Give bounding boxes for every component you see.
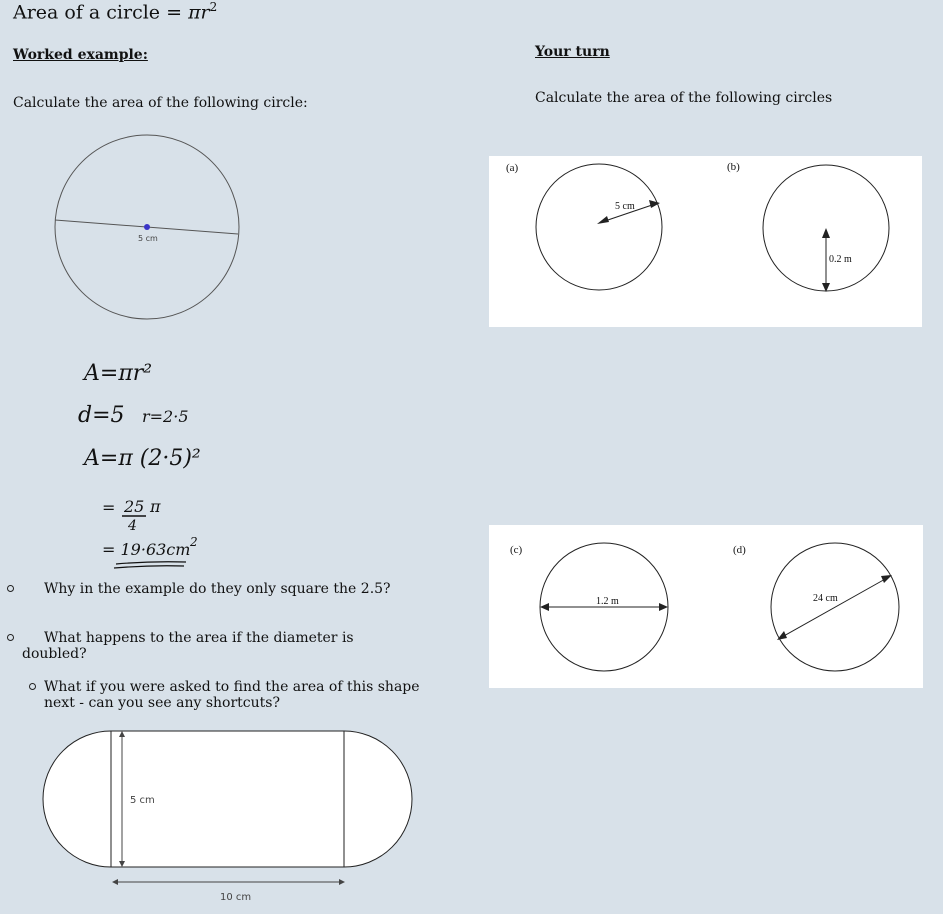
worked-example-instruction: Calculate the area of the following circle: <box>13 95 308 111</box>
diameter-d <box>782 578 887 637</box>
center-dot <box>144 224 150 230</box>
title-text: Area of a circle = <box>13 1 189 24</box>
item-c-letter: (c) <box>510 544 523 556</box>
width-arrow-right <box>339 879 345 885</box>
diameter-c-arrow-right <box>659 603 668 611</box>
stadium-outline <box>43 731 412 867</box>
working-line-4-pi: π <box>150 497 161 516</box>
item-a-letter: (a) <box>506 162 519 174</box>
question-3-text: What if you were asked to find the area of this shape next - can you see any shortcuts? <box>44 679 420 711</box>
working-line-3: A=π (2·5)² <box>84 446 201 471</box>
diameter-d-arrow-right <box>881 575 892 583</box>
bullet-icon <box>7 585 14 592</box>
diameter-label: 5 cm <box>138 234 158 243</box>
item-c-label: 1.2 m <box>596 596 619 607</box>
working-line-4-prefix: = <box>102 498 116 517</box>
working-line-4-den: 4 <box>128 518 137 534</box>
working-line-5: = 19·63cm <box>102 540 191 559</box>
question-1 <box>22 581 412 597</box>
height-label: 5 cm <box>130 795 155 806</box>
working-line-4-num: 25 <box>124 497 145 516</box>
item-d-letter: (d) <box>733 544 746 556</box>
item-b-letter: (b) <box>727 161 740 173</box>
bullet-icon <box>7 634 14 641</box>
underline-2 <box>114 566 184 568</box>
underline-1 <box>116 562 186 564</box>
worked-example-circle <box>50 130 245 325</box>
question-2-text: What happens to the area if the diameter is doubled? <box>22 630 354 662</box>
item-d-label: 24 cm <box>813 593 838 604</box>
worked-example-heading: Worked example: <box>13 47 148 63</box>
working-line-2b: r=2·5 <box>142 407 189 426</box>
diameter-d-arrow-left <box>777 631 787 640</box>
handwritten-working <box>70 350 250 575</box>
width-label: 10 cm <box>220 892 252 903</box>
working-line-5-exp: 2 <box>190 535 198 549</box>
circles-panel-ab <box>489 156 922 327</box>
page-title <box>13 0 217 23</box>
width-arrow-left <box>112 879 118 885</box>
item-a-label: 5 cm <box>615 201 635 212</box>
title-formula: πr <box>188 1 210 24</box>
working-line-2a: d=5 <box>78 403 125 428</box>
item-b-label: 0.2 m <box>829 254 852 265</box>
radius-b-arrow-in <box>822 228 830 238</box>
question-1-text: Why in the example do they only square the 2.5? <box>44 581 391 597</box>
title-exponent: 2 <box>209 0 218 14</box>
bullet-icon <box>29 683 36 690</box>
question-3 <box>44 679 424 711</box>
radius-a-arrow-in <box>597 216 609 224</box>
question-2 <box>22 630 412 662</box>
stadium-shape <box>40 725 420 910</box>
working-line-1: A=πr² <box>84 361 153 386</box>
your-turn-instruction: Calculate the area of the following circles <box>535 90 833 106</box>
your-turn-heading: Your turn <box>535 44 610 60</box>
circle-a <box>536 164 662 290</box>
circles-panel-cd <box>489 525 923 688</box>
diameter-c-arrow-left <box>540 603 549 611</box>
